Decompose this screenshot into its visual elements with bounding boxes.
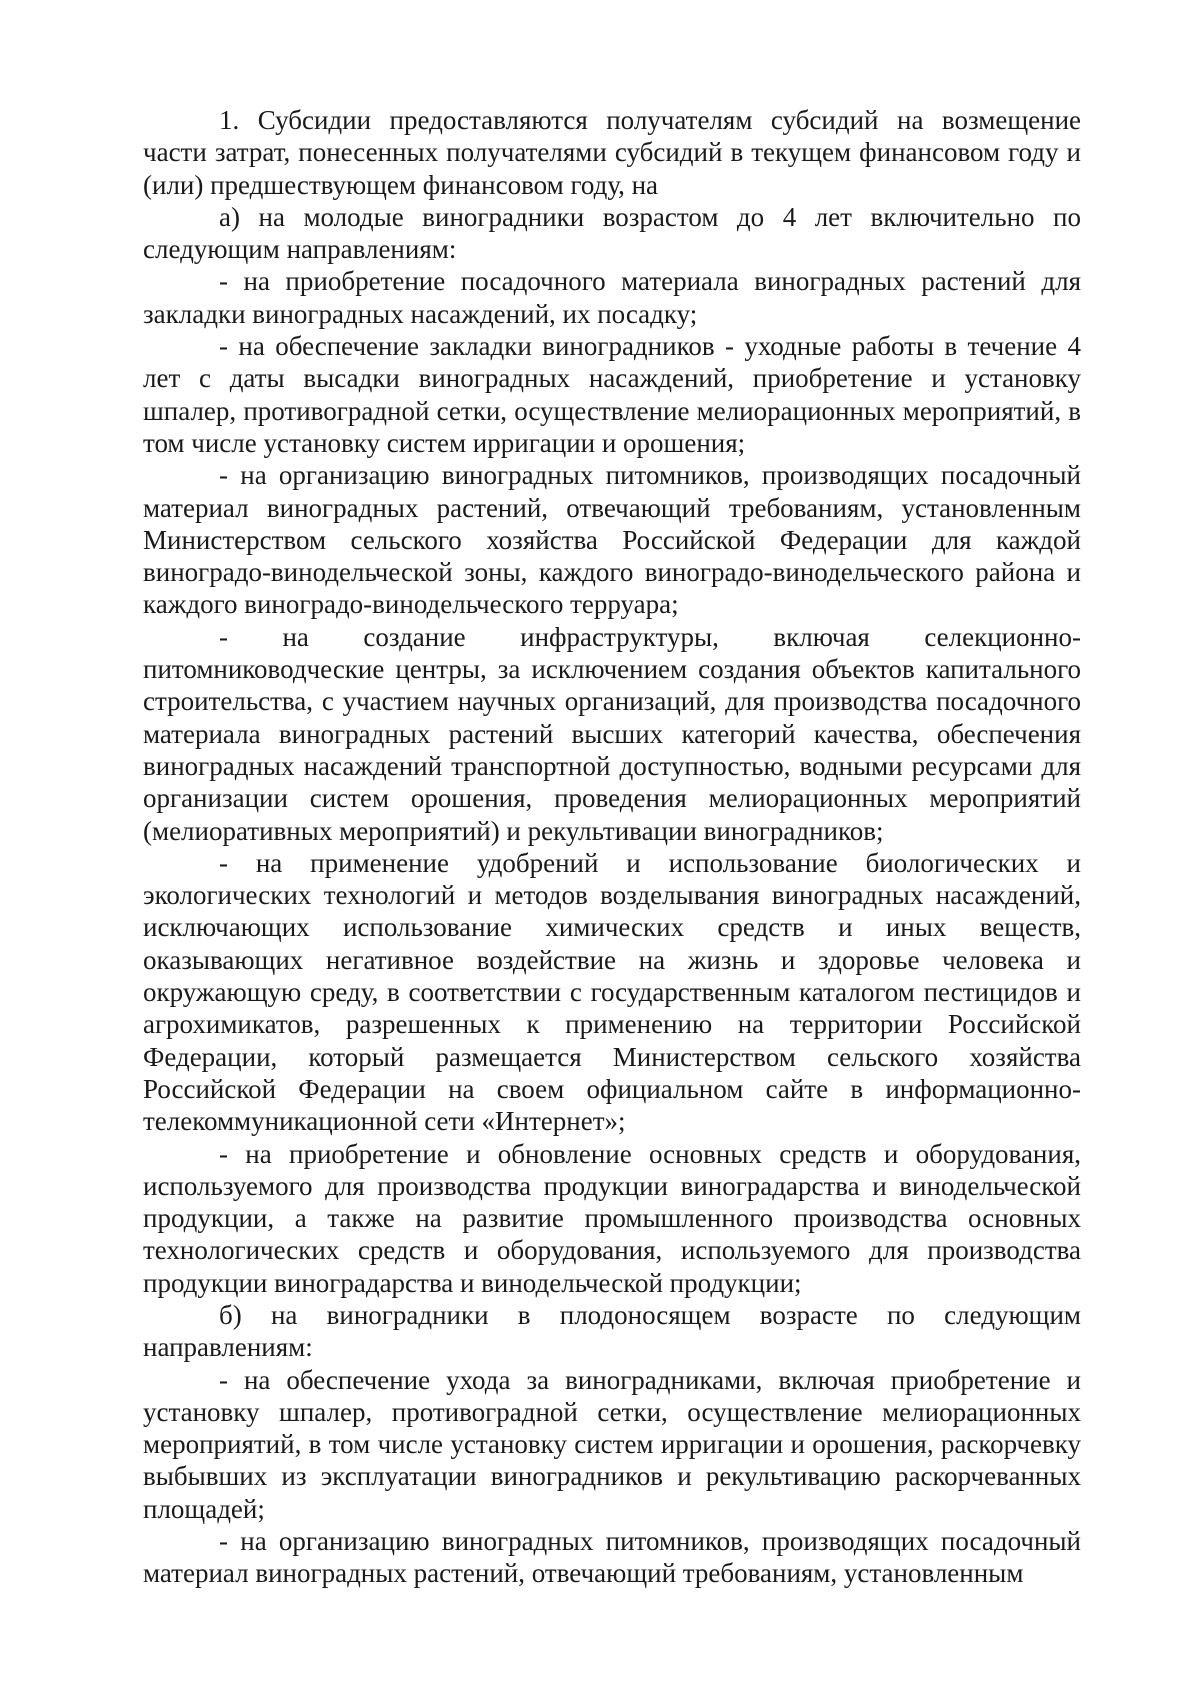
- paragraph-nurseries-continued: - на организацию виноградных питомников, производящих посадочный материал виноградных растений, отвечающий требованиям, установленным: [143, 1526, 1081, 1589]
- document-body: [143, 104, 1081, 1590]
- paragraph-equipment: - на приобретение и обновление основных средств и оборудования, используемого для производства продукции виноградарства и винодельческой продукции, а также на развитие промышленного производства основных технологических средств и оборудования, используемого для производства продукции виноградарства и винодельческой продукции;: [143, 1138, 1081, 1298]
- paragraph-infrastructure: - на создание инфраструктуры, включая селекционно-питомниководческие центры, за исключением создания объектов капитального строительства, с участием научных организаций, для производства посадочного материала виноградных растений высших категорий качества, обеспечения виноградных насаждений транспортной доступностью, водными ресурсами для организации систем орошения, проведения мелиорационных мероприятий (мелиоративных мероприятий) и рекультивации виноградников;: [143, 621, 1081, 846]
- paragraph-b-fruiting-vineyards: б) на виноградники в плодоносящем возрасте по следующим направлениям:: [143, 1299, 1081, 1363]
- paragraph-a-young-vineyards: а) на молодые виноградники возрастом до 4 лет включительно по следующим направлениям:: [143, 201, 1081, 265]
- paragraph-nurseries: - на организацию виноградных питомников, производящих посадочный материал виноградных растений, отвечающий требованиям, установленным Министерством сельского хозяйства Российской Федерации для каждой виноградо-винодельческой зоны, каждого виноградо-винодельческого района и каждого виноградо-винодельческого терруара;: [143, 460, 1081, 620]
- paragraph-1-subsidies: 1. Субсидии предоставляются получателям субсидий на возмещение части затрат, понесенных получателями субсидий в текущем финансовом году и (или) предшествующем финансовом году, на: [143, 105, 1081, 200]
- paragraph-vineyard-establishment: - на обеспечение закладки виноградников - уходные работы в течение 4 лет с даты высадки виноградных насаждений, приобретение и установку шпалер, противоградной сетки, осуществление мелиорационных мероприятий, в том числе установку систем ирригации и орошения;: [143, 331, 1081, 458]
- paragraph-vineyard-care: - на обеспечение ухода за виноградниками, включая приобретение и установку шпалер, противоградной сетки, осуществление мелиорационных мероприятий, в том числе установку систем ирригации и орошения, раскорчевку выбывших из эксплуатации виноградников и рекультивацию раскорчеванных площадей;: [143, 1364, 1081, 1524]
- paragraph-fertilizers: - на применение удобрений и использование биологических и экологических технологий и методов возделывания виноградных насаждений, исключающих использование химических средств и иных веществ, оказывающих негативное воздействие на жизнь и здоровье человека и окружающую среду, в соответствии с государственным каталогом пестицидов и агрохимикатов, разрешенных к применению на территории Российской Федерации, который размещается Министерством сельского хозяйства Российской Федерации на своем официальном сайте в информационно-телекоммуникационной сети «Интернет»;: [143, 847, 1081, 1137]
- paragraph-planting-material: - на приобретение посадочного материала виноградных растений для закладки виноградных насаждений, их посадку;: [143, 266, 1081, 329]
